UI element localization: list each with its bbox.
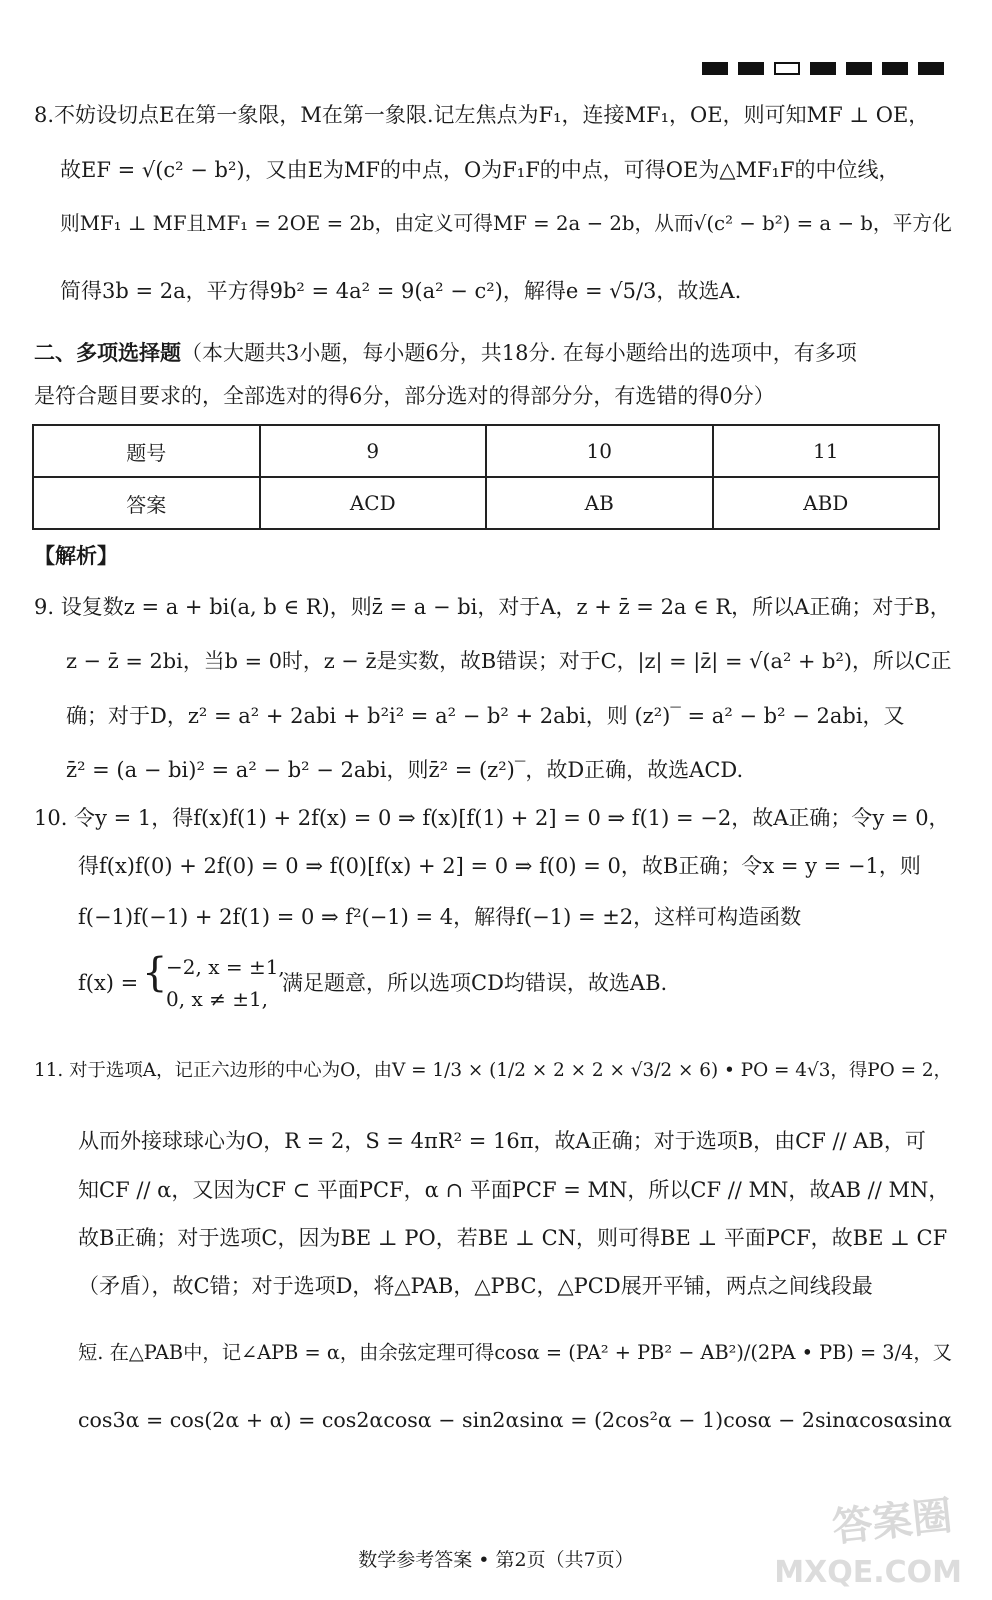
q11-line6: 短. 在△PAB中，记∠APB = α，由余弦定理可得cosα = (PA² + PB² − AB²)/(2PA • PB) = 3/4，又 — [78, 1341, 952, 1364]
q11-line3: 知CF // α，又因为CF ⊂ 平面PCF，α ∩ 平面PCF = MN，所以CF // MN，故AB // MN， — [78, 1178, 950, 1202]
q11-line2: 从而外接球球心为O，R = 2，S = 4πR² = 16π，故A正确；对于选项B，由CF // AB，可 — [78, 1129, 926, 1153]
q11-line7: cos3α = cos(2α + α) = cos2αcosα − sin2αsinα = (2cos²α − 1)cosα − 2sinαcosαsinα — [78, 1408, 952, 1432]
q9-line4: z̄² = (a − bi)² = a² − b² − 2abi，则z̄² = (z²)‾，故D正确，故选ACD. — [66, 758, 744, 782]
piecewise-bottom: 0, x ≠ ±1, — [166, 987, 269, 1011]
header-mark-filled — [846, 62, 872, 75]
q11-line4: 故B正确；对于选项C，因为BE ⊥ PO，若BE ⊥ CN，则可得BE ⊥ 平面PCF，故BE ⊥ CF — [78, 1226, 948, 1250]
header-mark-hollow — [774, 62, 800, 75]
q8-line1: 8.不妨设切点E在第一象限，M在第一象限.记左焦点为F₁，连接MF₁，OE，则可知MF ⊥ OE， — [34, 103, 930, 127]
page-footer: 数学参考答案 • 第2页（共7页） — [358, 1549, 634, 1571]
q9-line1: 9. 设复数z = a + bi(a, b ∈ R)，则z̄ = a − bi，对于A，z + z̄ = 2a ∈ R，所以A正确；对于B， — [34, 595, 951, 619]
table-question-11: 11 — [713, 425, 940, 477]
header-mark-filled — [918, 62, 944, 75]
header-marks — [702, 62, 944, 75]
table-row — [33, 477, 939, 529]
piecewise-top: −2, x = ±1, — [166, 955, 285, 979]
q10-line4-prefix: f(x) = — [78, 971, 139, 995]
q9-line3: 确；对于D，z² = a² + 2abi + b²i² = a² − b² + 2abi，则 (z²)‾ = a² − b² − 2abi，又 — [66, 704, 905, 728]
table-answer-10: AB — [486, 477, 713, 529]
table-question-9: 9 — [260, 425, 487, 477]
header-mark-filled — [810, 62, 836, 75]
header-mark-filled — [882, 62, 908, 75]
q11-line1: 11. 对于选项A，记正六边形的中心为O，由V = 1/3 × (1/2 × 2 × 2 × √3/2 × 6) • PO = 4√3，得PO = 2， — [34, 1060, 952, 1081]
q10-line1: 10. 令y = 1，得f(x)f(1) + 2f(x) = 0 ⇒ f(x)[f(1) + 2] = 0 ⇒ f(1) = −2，故A正确；令y = 0， — [34, 806, 950, 830]
section2-line2: 是符合题目要求的，全部选对的得6分，部分选对的得部分分，有选错的得0分） — [34, 384, 775, 408]
watermark-logo: 答案圈 — [830, 1492, 955, 1552]
answer-table — [32, 424, 940, 530]
q8-line4: 简得3b = 2a，平方得9b² = 4a² = 9(a² − c²)，解得e = √5/3，故选A. — [60, 279, 742, 303]
watermark-url: MXQE.COM — [774, 1555, 962, 1590]
section2-heading-line — [34, 340, 857, 366]
section2-heading: 二、多项选择题 — [34, 341, 181, 365]
q8-line3: 则MF₁ ⊥ MF且MF₁ = 2OE = 2b，由定义可得MF = 2a − 2b，从而√(c² − b²) = a − b，平方化 — [60, 212, 952, 235]
q9-line2: z − z̄ = 2bi，当b = 0时，z − z̄是实数，故B错误；对于C，|z| = |z̄| = √(a² + b²)，所以C正 — [66, 649, 952, 673]
table-answer-9: ACD — [260, 477, 487, 529]
q11-line5: （矛盾），故C错；对于选项D，将△PAB，△PBC，△PCD展开平铺，两点之间线段最 — [78, 1274, 873, 1298]
q10-line4-suffix: 满足题意，所以选项CD均错误，故选AB. — [282, 971, 668, 995]
header-mark-filled — [702, 62, 728, 75]
header-mark-filled — [738, 62, 764, 75]
table-question-10: 10 — [486, 425, 713, 477]
analysis-title: 【解析】 — [34, 544, 118, 568]
table-answer-label: 答案 — [33, 477, 260, 529]
section2-heading-note: （本大题共3小题，每小题6分，共18分. 在每小题给出的选项中，有多项 — [181, 341, 857, 365]
table-row — [33, 425, 939, 477]
q8-line2: 故EF = √(c² − b²)，又由E为MF的中点，O为F₁F的中点，可得OE为△MF₁F的中位线， — [60, 158, 900, 182]
table-header-label: 题号 — [33, 425, 260, 477]
table-answer-11: ABD — [713, 477, 940, 529]
q10-line3: f(−1)f(−1) + 2f(1) = 0 ⇒ f²(−1) = 4，解得f(−1) = ±2，这样可构造函数 — [78, 905, 802, 929]
q10-line2: 得f(x)f(0) + 2f(0) = 0 ⇒ f(0)[f(x) + 2] = 0 ⇒ f(0) = 0，故B正确；令x = y = −1，则 — [78, 854, 921, 878]
piecewise-brace: { — [142, 950, 168, 996]
